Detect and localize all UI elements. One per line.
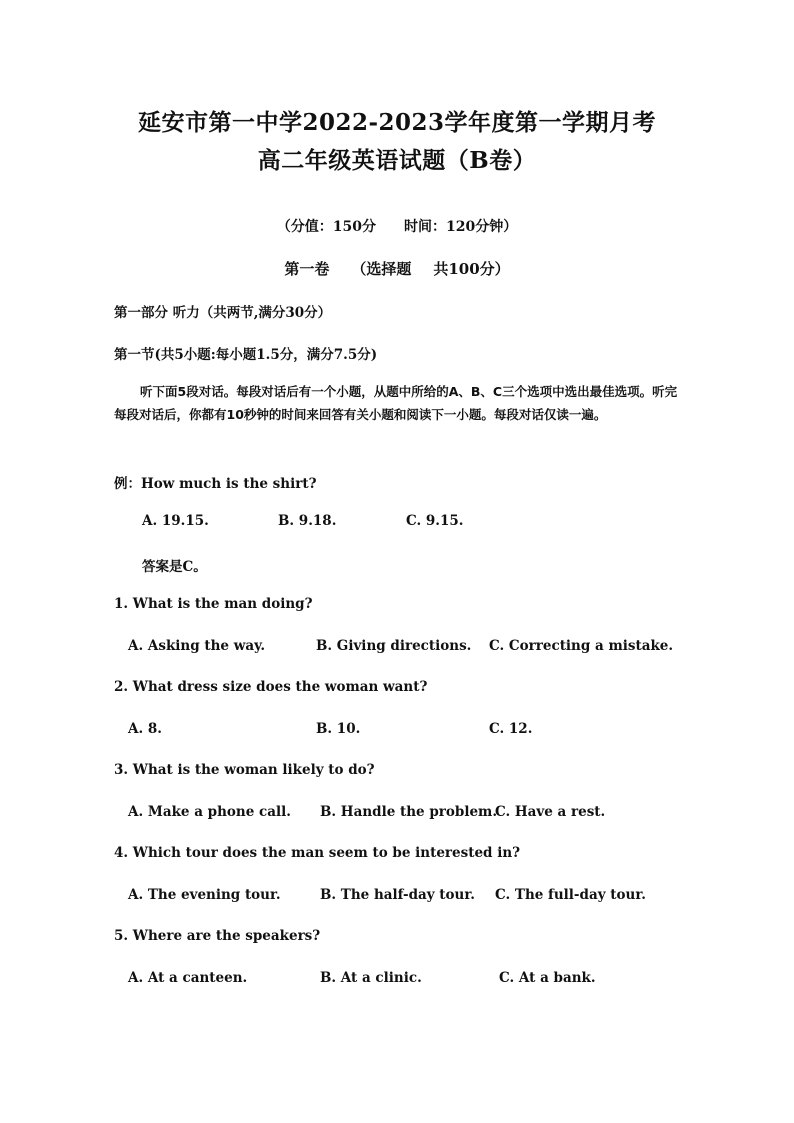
- listening-instructions: 听下面5段对话。每段对话后有一个小题，从题中所给的A、B、C三个选项中选出最佳选项。听完每段对话后，你都有10秒钟的时间来回答有关小题和阅读下一小题。每段对话仅读一遍。: [114, 384, 678, 422]
- volume-desc: （选择题: [351, 260, 412, 278]
- question-4-option-b: B. The half-day tour.: [320, 887, 475, 903]
- question-2: 2. What dress size does the woman want?: [114, 679, 428, 695]
- example-option-b: B. 9.18.: [278, 513, 337, 529]
- section1-title: 第一节(共5小题:每小题1.5分，满分7.5分): [114, 347, 378, 363]
- exam-meta: [0, 216, 794, 236]
- question-2-option-c: C. 12.: [489, 721, 533, 737]
- question-2-option-b: B. 10.: [316, 721, 361, 737]
- question-4-option-c: C. The full-day tour.: [495, 887, 646, 903]
- example-option-a: A. 19.15.: [142, 513, 209, 529]
- question-3-option-a: A. Make a phone call.: [128, 804, 291, 820]
- question-3-option-c: C. Have a rest.: [495, 804, 606, 820]
- volume-total: 共100分）: [433, 260, 510, 278]
- question-5-option-b: B. At a clinic.: [320, 970, 422, 986]
- question-5-option-c: C. At a bank.: [499, 970, 596, 986]
- exam-title-line2: 高二年级英语试题（B卷）: [257, 147, 537, 174]
- time-info: 时间：120分钟）: [404, 219, 518, 235]
- example-answer: 答案是C。: [142, 559, 207, 575]
- exam-title-line1: 延安市第一中学2022-2023学年度第一学期月考: [137, 109, 657, 136]
- question-4-option-a: A. The evening tour.: [128, 887, 281, 903]
- volume-name: 第一卷: [284, 260, 330, 278]
- question-2-option-a: A. 8.: [128, 721, 162, 737]
- question-1-option-c: C. Correcting a mistake.: [489, 638, 674, 654]
- example-option-c: C. 9.15.: [406, 513, 464, 529]
- question-1: 1. What is the man doing?: [114, 596, 313, 612]
- question-1-option-b: B. Giving directions.: [316, 638, 472, 654]
- question-5: 5. Where are the speakers?: [114, 928, 321, 944]
- question-5-option-a: A. At a canteen.: [128, 970, 248, 986]
- score-info: （分值：150分: [276, 219, 376, 235]
- question-1-option-a: A. Asking the way.: [128, 638, 266, 654]
- question-3: 3. What is the woman likely to do?: [114, 762, 375, 778]
- volume-heading: [0, 258, 794, 279]
- part1-title: 第一部分 听力（共两节,满分30分）: [114, 305, 332, 321]
- question-4: 4. Which tour does the man seem to be interested in?: [114, 845, 521, 861]
- question-3-option-b: B. Handle the problem.: [320, 804, 498, 820]
- example-question: 例：How much is the shirt?: [114, 476, 317, 492]
